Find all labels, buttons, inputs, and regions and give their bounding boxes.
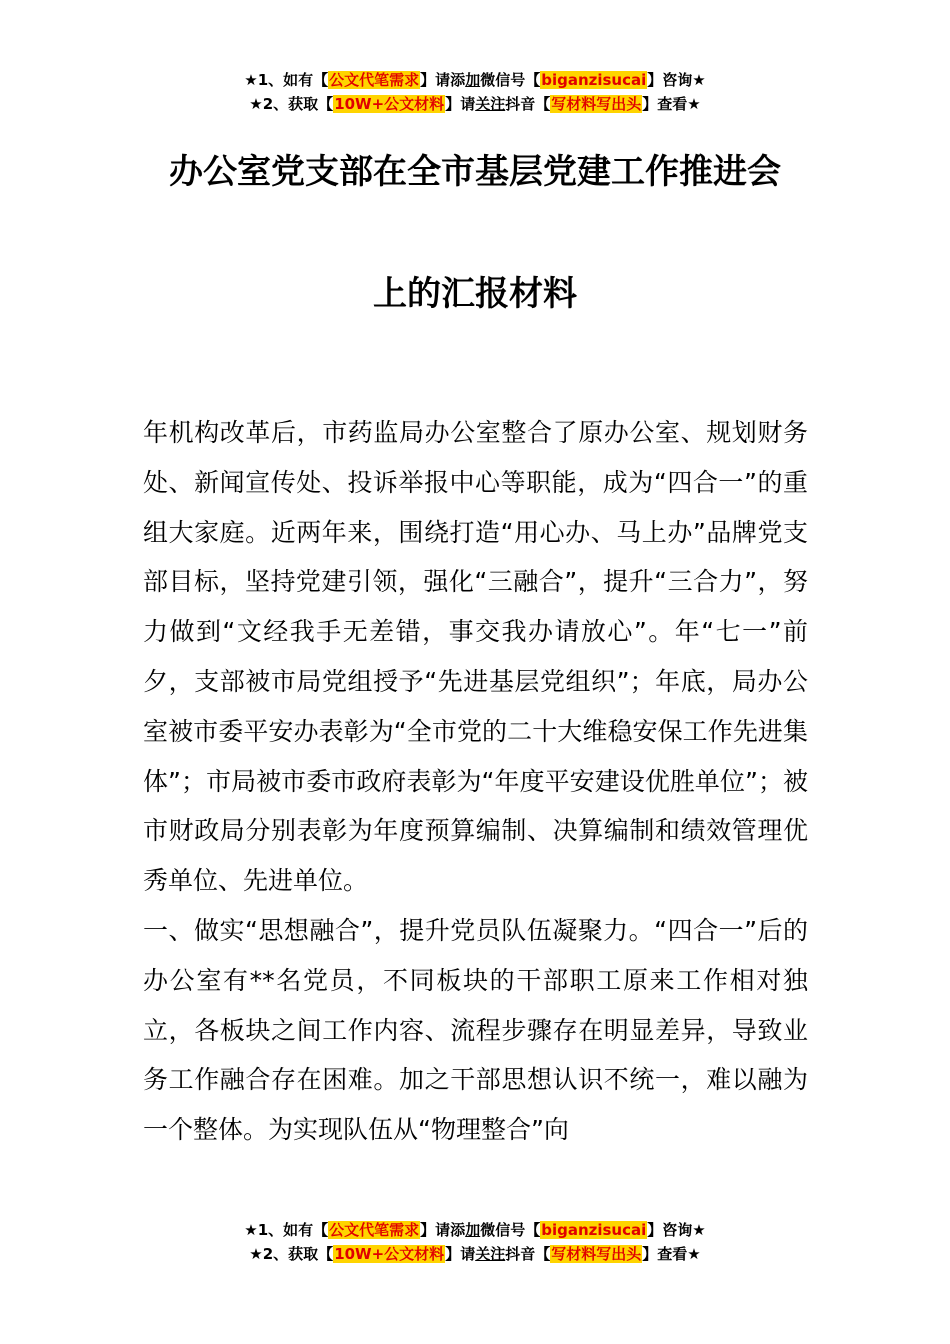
banner-highlight: 公文代笔需求 bbox=[329, 71, 420, 89]
banner-highlight: 公文代笔需求 bbox=[329, 1221, 420, 1239]
banner-text: 微信号【 bbox=[480, 1221, 541, 1239]
banner-text: 抖音【 bbox=[505, 1245, 551, 1263]
banner-text: ★1、如有【 bbox=[244, 1221, 329, 1239]
footer-banner bbox=[0, 1218, 950, 1266]
banner-underline: 加 bbox=[465, 1221, 481, 1239]
banner-text: ★1、如有【 bbox=[244, 71, 329, 89]
banner-text: 】查看★ bbox=[642, 95, 701, 113]
banner-highlight: biganzisucai bbox=[541, 1221, 647, 1239]
document-title-line-1: 办公室党支部在全市基层党建工作推进会 bbox=[169, 152, 781, 192]
banner-text: 微信号【 bbox=[480, 71, 541, 89]
banner-text: 】请添 bbox=[420, 1221, 466, 1239]
banner-underline: 关注 bbox=[475, 95, 506, 113]
banner-highlight: 写材料写出头 bbox=[551, 1245, 642, 1263]
banner-text: 】咨询★ bbox=[647, 1221, 706, 1239]
banner-text: 】查看★ bbox=[642, 1245, 701, 1263]
banner-highlight: 写材料写出头 bbox=[551, 95, 642, 113]
banner-line-2 bbox=[0, 1242, 950, 1266]
banner-text: 】请添 bbox=[420, 71, 466, 89]
banner-underline: 关注 bbox=[475, 1245, 506, 1263]
banner-line-2 bbox=[0, 92, 950, 116]
banner-text: 】咨询★ bbox=[647, 71, 706, 89]
document-title-line-2: 上的汇报材料 bbox=[373, 274, 577, 314]
document-body bbox=[143, 408, 808, 1155]
banner-text: 抖音【 bbox=[505, 95, 551, 113]
header-banner bbox=[0, 68, 950, 116]
banner-highlight: 10W+公文材料 bbox=[334, 1245, 445, 1263]
banner-text: ★2、获取【 bbox=[249, 1245, 334, 1263]
banner-highlight: biganzisucai bbox=[541, 71, 647, 89]
banner-underline: 加 bbox=[465, 71, 481, 89]
paragraph: 年机构改革后，市药监局办公室整合了原办公室、规划财务处、新闻宣传处、投诉举报中心等职能，成为“四合一”的重组大家庭。近两年来，围绕打造“用心办、马上办”品牌党支部目标，坚持党建引领，强化“三融合”，提升“三合力”，努力做到“文经我手无差错，事交我办请放心”。年“七一”前夕，支部被市局党组授予“先进基层党组织”；年底，局办公室被市委平安办表彰为“全市党的二十大维稳安保工作先进集体”；市局被市委市政府表彰为“年度平安建设优胜单位”；被市财政局分别表彰为年度预算编制、决算编制和绩效管理优秀单位、先进单位。 bbox=[143, 418, 808, 896]
banner-text: 】请 bbox=[445, 95, 476, 113]
paragraph: 一、做实“思想融合”，提升党员队伍凝聚力。“四合一”后的办公室有**名党员，不同板块的干部职工原来工作相对独立，各板块之间工作内容、流程步骤存在明显差异，导致业务工作融合存在困难。加之干部思想认识不统一，难以融为一个整体。为实现队伍从“物理整合”向 bbox=[143, 915, 808, 1145]
banner-highlight: 10W+公文材料 bbox=[334, 95, 445, 113]
banner-text: 】请 bbox=[445, 1245, 476, 1263]
banner-line-1 bbox=[0, 1218, 950, 1242]
banner-line-1 bbox=[0, 68, 950, 92]
banner-text: ★2、获取【 bbox=[249, 95, 334, 113]
